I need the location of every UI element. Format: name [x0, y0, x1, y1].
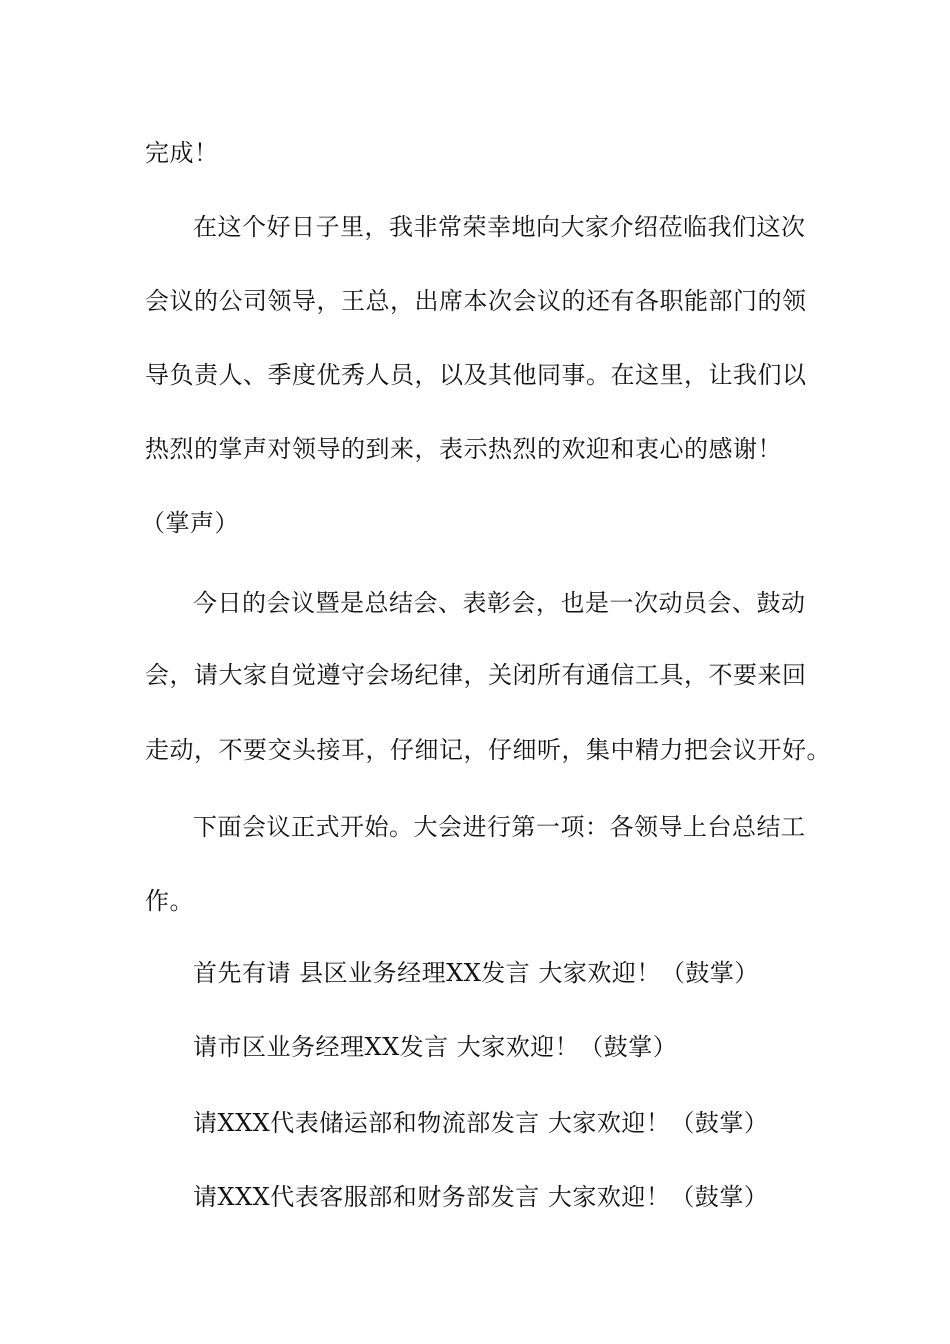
speaker-line: 请市区业务经理XX发言 大家欢迎！（鼓掌）	[193, 1033, 678, 1061]
text-line: 完成！	[145, 139, 219, 167]
applause-note: （掌声）	[141, 509, 239, 537]
text-line: 热烈的掌声对领导的到来，表示热烈的欢迎和衷心的感谢！	[145, 435, 782, 463]
paragraph-first-line: 在这个好日子里，我非常荣幸地向大家介绍莅临我们这次	[193, 213, 806, 241]
text-line: 会议的公司领导，王总，出席本次会议的还有各职能部门的领	[145, 287, 807, 315]
text-line: 走动，不要交头接耳，仔细记，仔细听，集中精力把会议开好。	[145, 736, 831, 764]
speaker-line: 请XXX代表客服部和财务部发言 大家欢迎！（鼓掌）	[193, 1183, 769, 1211]
paragraph-first-line: 今日的会议暨是总结会、表彰会，也是一次动员会、鼓动	[193, 589, 806, 617]
paragraph-first-line: 下面会议正式开始。大会进行第一项：各领导上台总结工	[193, 813, 806, 841]
text-line: 导负责人、季度优秀人员，以及其他同事。在这里，让我们以	[145, 361, 807, 389]
text-line: 会，请大家自觉遵守会场纪律，关闭所有通信工具，不要来回	[145, 661, 807, 689]
text-line: 作。	[145, 887, 194, 915]
speaker-line: 请XXX代表储运部和物流部发言 大家欢迎！（鼓掌）	[193, 1109, 769, 1137]
speaker-line: 首先有请 县区业务经理XX发言 大家欢迎！（鼓掌）	[193, 959, 759, 987]
